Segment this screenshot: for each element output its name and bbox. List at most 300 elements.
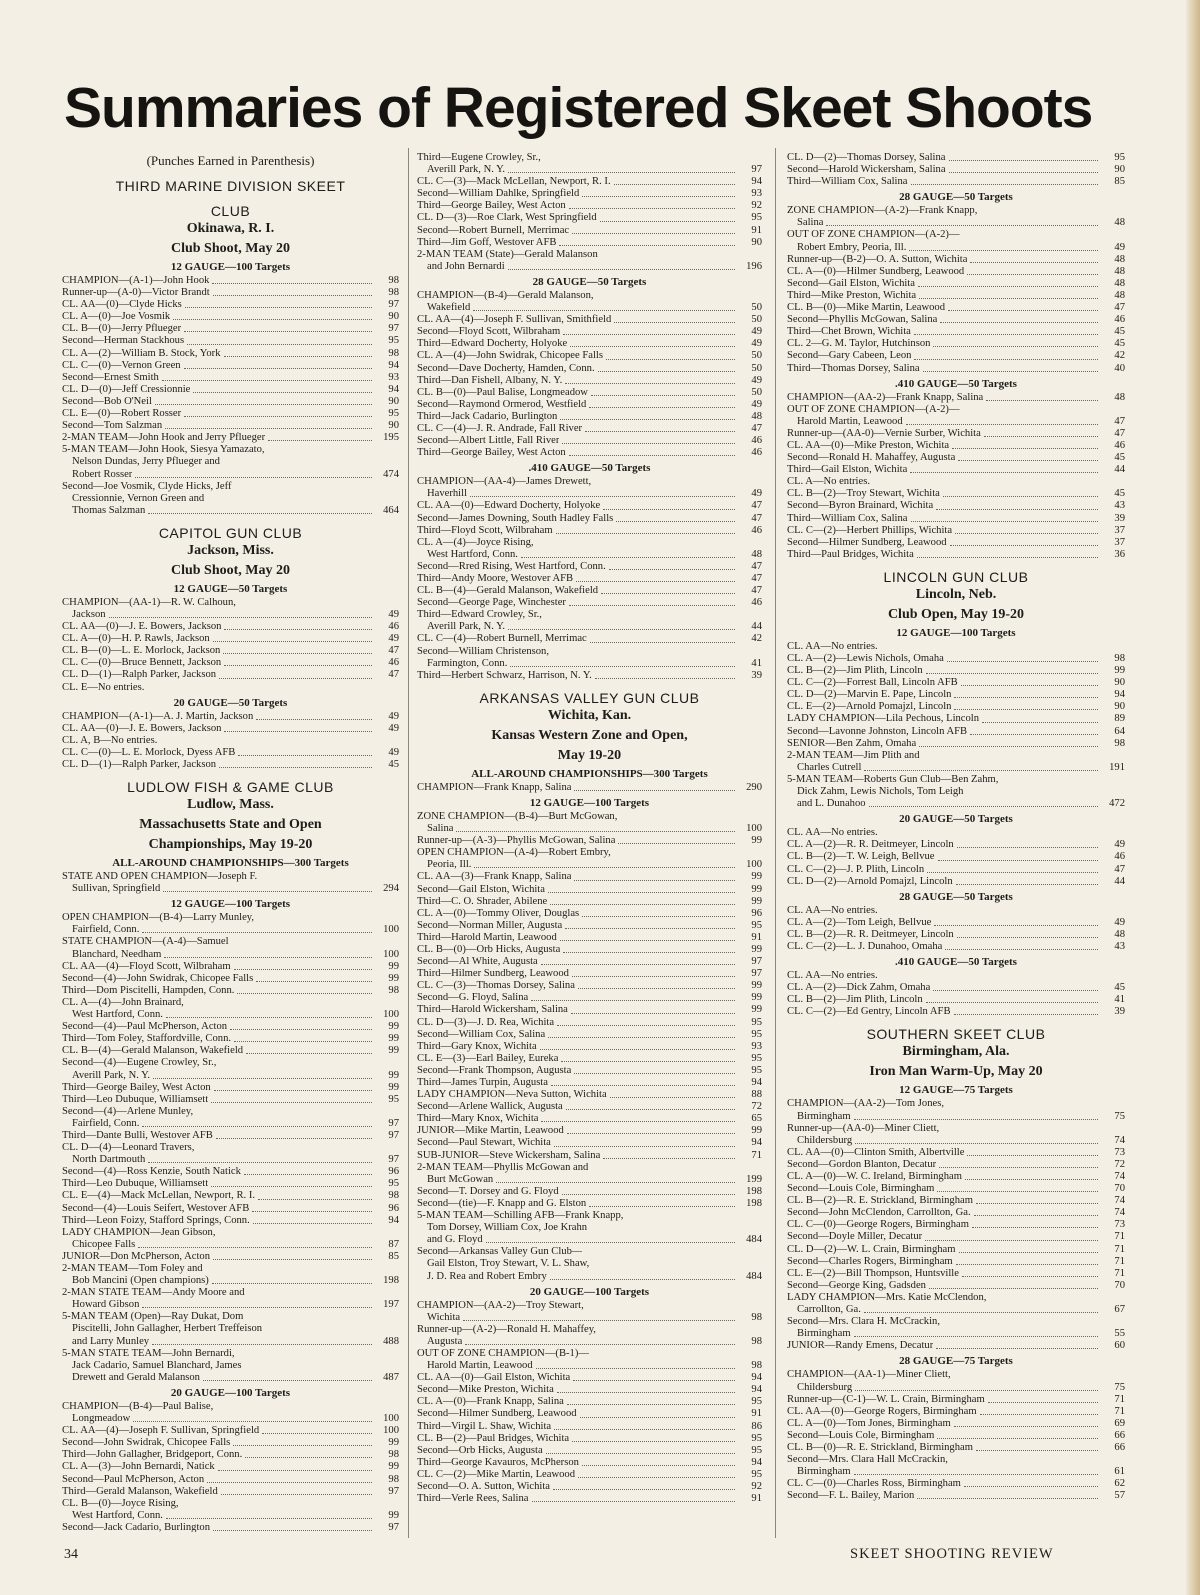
dot-leader bbox=[569, 208, 735, 209]
result-row bbox=[417, 302, 762, 314]
score: 97 bbox=[388, 1129, 399, 1141]
entry-text: CL. AA—(0)—Edward Docherty, Holyoke bbox=[417, 500, 601, 512]
dot-leader bbox=[567, 1133, 735, 1134]
dot-leader bbox=[148, 513, 372, 514]
result-row bbox=[62, 505, 399, 517]
dot-leader bbox=[473, 310, 735, 311]
entry-text: Second—Gail Elston, Wichita bbox=[787, 277, 915, 289]
result-row bbox=[417, 1469, 762, 1481]
result-row bbox=[417, 152, 762, 164]
entry-text: Third—Harold Wickersham, Salina bbox=[417, 1004, 568, 1016]
result-row bbox=[787, 1394, 1125, 1406]
result-row bbox=[417, 1360, 762, 1372]
dot-leader bbox=[213, 1259, 372, 1260]
dot-leader bbox=[153, 1078, 372, 1079]
result-row bbox=[787, 452, 1125, 464]
dot-leader bbox=[212, 283, 372, 284]
score: 91 bbox=[751, 931, 762, 943]
gauge-heading: 20 GAUGE—50 Targets bbox=[173, 696, 288, 709]
dot-leader bbox=[854, 1474, 1098, 1475]
result-row bbox=[417, 908, 762, 920]
score: 45 bbox=[1114, 326, 1125, 338]
entry-text: 5-MAN TEAM—Roberts Gun Club—Ben Zahm, bbox=[787, 773, 999, 785]
result-row bbox=[417, 513, 762, 525]
dot-leader bbox=[948, 310, 1098, 311]
result-row bbox=[417, 549, 762, 561]
entry-text: Second—G. Floyd, Salina bbox=[417, 992, 529, 1004]
entry-text: CL. C—(2)—L. J. Dunahoo, Omaha bbox=[787, 940, 943, 952]
result-row bbox=[787, 525, 1125, 537]
entry-text: CL. A—No entries. bbox=[787, 476, 870, 488]
entry-text: CL. AA—(0)—Clyde Hicks bbox=[62, 299, 182, 311]
score: 94 bbox=[751, 1137, 762, 1149]
dot-leader bbox=[551, 1085, 735, 1086]
result-row bbox=[787, 689, 1125, 701]
dot-leader bbox=[164, 957, 372, 958]
dot-leader bbox=[603, 509, 735, 510]
result-row bbox=[787, 476, 1125, 488]
dot-leader bbox=[574, 880, 735, 881]
entry-text: CL. E—(0)—Robert Rosser bbox=[62, 408, 182, 420]
score: 99 bbox=[388, 960, 399, 972]
entry-text: CL. C—(2)—Herbert Phillips, Wichita bbox=[787, 524, 953, 536]
result-row bbox=[417, 585, 762, 597]
entry-text: Third—Leo Dubuque, Williamsett bbox=[62, 1093, 209, 1105]
score: 97 bbox=[388, 299, 399, 311]
dot-leader bbox=[142, 1307, 372, 1308]
entry-text: CL. E—(3)—Earl Bailey, Eureka bbox=[417, 1052, 559, 1064]
entry-text: Fairfield, Conn. bbox=[72, 924, 140, 936]
score: 72 bbox=[751, 1101, 762, 1113]
gauge-heading: 20 GAUGE—50 Targets bbox=[899, 813, 1013, 826]
score: 49 bbox=[388, 608, 399, 620]
gauge-heading: 20 GAUGE—100 Targets bbox=[529, 1285, 650, 1298]
result-row bbox=[787, 774, 1125, 786]
entry-text: Howard Gibson bbox=[72, 1299, 140, 1311]
score: 94 bbox=[388, 1214, 399, 1226]
score: 98 bbox=[388, 287, 399, 299]
score: 71 bbox=[1114, 1255, 1125, 1267]
result-row bbox=[787, 440, 1125, 452]
result-row bbox=[62, 1510, 399, 1522]
dot-leader bbox=[606, 359, 735, 360]
score: 191 bbox=[1109, 761, 1125, 773]
score: 97 bbox=[388, 323, 399, 335]
dot-leader bbox=[193, 392, 372, 393]
result-row bbox=[417, 225, 762, 237]
result-row bbox=[417, 1493, 762, 1505]
dot-leader bbox=[965, 1179, 1098, 1180]
entry-text: Childersburg bbox=[797, 1381, 853, 1393]
entry-text: Second—Robert Burnell, Merrimac bbox=[417, 224, 570, 236]
result-row bbox=[787, 242, 1125, 254]
dot-leader bbox=[155, 404, 372, 405]
result-row bbox=[787, 905, 1125, 917]
result-row bbox=[62, 1413, 399, 1425]
result-row bbox=[417, 968, 762, 980]
entry-text: Second—Gordon Blanton, Decatur bbox=[787, 1158, 937, 1170]
result-row bbox=[62, 723, 399, 735]
score: 94 bbox=[751, 1384, 762, 1396]
entry-text: Second—(4)—John Swidrak, Chicopee Falls bbox=[62, 972, 254, 984]
entry-text: Second—(4)—Arlene Munley, bbox=[62, 1105, 194, 1117]
entry-text: CL. B—(0)—Joyce Rising, bbox=[62, 1497, 179, 1509]
dot-leader bbox=[919, 298, 1098, 299]
score: 46 bbox=[1114, 851, 1125, 863]
entry-text: Harold Martin, Leawood bbox=[797, 415, 903, 427]
entry-text: Charles Cutrell bbox=[797, 761, 862, 773]
result-row bbox=[417, 859, 762, 871]
entry-text: CL. B—(4)—Gerald Malanson, Wakefield bbox=[417, 585, 599, 597]
score: 100 bbox=[746, 859, 762, 871]
entry-text: Third—George Bailey, West Acton bbox=[62, 1081, 211, 1093]
score: 60 bbox=[1114, 1340, 1125, 1352]
entry-text: Second—Albert Little, Fall River bbox=[417, 435, 560, 447]
entry-text: Robert Rosser bbox=[72, 468, 133, 480]
dot-leader bbox=[933, 346, 1098, 347]
result-row bbox=[787, 982, 1125, 994]
score: 99 bbox=[388, 1069, 399, 1081]
score: 39 bbox=[1114, 1006, 1125, 1018]
gauge-heading: 28 GAUGE—75 Targets bbox=[899, 1355, 1013, 1368]
entry-text: Third—Gary Knox, Wichita bbox=[417, 1040, 537, 1052]
result-row bbox=[62, 1287, 399, 1299]
dot-leader bbox=[614, 184, 735, 185]
score: 73 bbox=[1114, 1146, 1125, 1158]
event-title: Iron Man Warm-Up, May 20 bbox=[869, 1064, 1043, 1080]
score: 57 bbox=[1114, 1490, 1125, 1502]
result-row bbox=[62, 1461, 399, 1473]
score: 44 bbox=[1114, 875, 1125, 887]
dot-leader bbox=[914, 359, 1098, 360]
score: 46 bbox=[751, 524, 762, 536]
entry-text: Second—Arkansas Valley Gun Club— bbox=[417, 1246, 583, 1258]
entry-text: Second—Hilmer Sundberg, Leawood bbox=[417, 1408, 577, 1420]
dot-leader bbox=[557, 1392, 735, 1393]
score: 100 bbox=[383, 1425, 399, 1437]
result-row bbox=[417, 1101, 762, 1113]
score: 100 bbox=[383, 1413, 399, 1425]
entry-text: Second—(4)—Louis Seifert, Westover AFB bbox=[62, 1202, 250, 1214]
score: 69 bbox=[1114, 1417, 1125, 1429]
score: 290 bbox=[746, 781, 762, 793]
score: 75 bbox=[1114, 1110, 1125, 1122]
score: 97 bbox=[388, 1117, 399, 1129]
score: 98 bbox=[388, 1190, 399, 1202]
score: 98 bbox=[388, 984, 399, 996]
club-location: Jackson, Miss. bbox=[187, 542, 274, 558]
entry-text: CL. AA—(0)—George Rogers, Birmingham bbox=[787, 1405, 977, 1417]
result-row bbox=[62, 633, 399, 645]
entry-text: CL. D—(1)—Ralph Parker, Jackson bbox=[62, 669, 217, 681]
score: 45 bbox=[1114, 982, 1125, 994]
dot-leader bbox=[574, 1073, 735, 1074]
score: 50 bbox=[751, 350, 762, 362]
gauge-heading: 12 GAUGE—75 Targets bbox=[899, 1084, 1013, 1097]
entry-text: LADY CHAMPION—Lila Pechous, Lincoln bbox=[787, 713, 980, 725]
dot-leader bbox=[974, 1215, 1098, 1216]
dot-leader bbox=[207, 1482, 372, 1483]
entry-text: Third—Eugene Crowley, Sr., bbox=[417, 152, 541, 163]
result-row bbox=[62, 287, 399, 299]
result-row bbox=[787, 665, 1125, 677]
score: 66 bbox=[1114, 1441, 1125, 1453]
entry-text: CL. A, B—No entries. bbox=[62, 734, 158, 746]
result-row bbox=[62, 1094, 399, 1106]
score: 71 bbox=[1114, 1393, 1125, 1405]
entry-text: Second—Phyllis McGowan, Salina bbox=[787, 314, 938, 326]
score: 198 bbox=[746, 1185, 762, 1197]
result-row bbox=[62, 924, 399, 936]
entry-text: CL. B—(0)—L. E. Morlock, Jackson bbox=[62, 645, 221, 657]
result-row bbox=[62, 1474, 399, 1486]
score: 196 bbox=[746, 260, 762, 272]
score: 95 bbox=[751, 1432, 762, 1444]
entry-text: CL. A—(4)—John Brainard, bbox=[62, 996, 184, 1008]
dot-leader bbox=[268, 440, 372, 441]
result-row bbox=[417, 932, 762, 944]
score: 99 bbox=[751, 1004, 762, 1016]
dot-leader bbox=[618, 843, 735, 844]
score: 86 bbox=[751, 1420, 762, 1432]
score: 100 bbox=[383, 924, 399, 936]
dot-leader bbox=[967, 274, 1098, 275]
result-row bbox=[62, 609, 399, 621]
entry-text: Third—James Turpin, Augusta bbox=[417, 1077, 548, 1088]
dot-leader bbox=[138, 1247, 372, 1248]
result-row bbox=[417, 1336, 762, 1348]
result-row bbox=[787, 549, 1125, 561]
result-row bbox=[62, 759, 399, 771]
dot-leader bbox=[562, 443, 735, 444]
entry-text: Third—Gail Elston, Wichita bbox=[787, 464, 908, 476]
entry-text: Burt McGowan bbox=[427, 1173, 494, 1185]
dot-leader bbox=[557, 1025, 735, 1026]
dot-leader bbox=[166, 1017, 372, 1018]
score: 48 bbox=[1114, 289, 1125, 301]
dot-leader bbox=[854, 1336, 1098, 1337]
result-row bbox=[62, 1227, 399, 1239]
dot-leader bbox=[541, 964, 735, 965]
entry-text: CHAMPION—Frank Knapp, Salina bbox=[417, 781, 572, 793]
score: 90 bbox=[1114, 677, 1125, 689]
entry-continuation: Jack Cadario, Samuel Blanchard, James bbox=[72, 1359, 242, 1371]
result-row bbox=[62, 936, 399, 948]
page-title: Summaries of Registered Skeet Shoots bbox=[64, 76, 1093, 140]
page-number: 34 bbox=[64, 1547, 78, 1562]
entry-text: Second—Frank Thompson, Augusta bbox=[417, 1064, 572, 1076]
score: 99 bbox=[388, 1081, 399, 1093]
score: 96 bbox=[751, 907, 762, 919]
entry-text: Third—Edward Crowley, Sr., bbox=[417, 609, 542, 621]
score: 48 bbox=[751, 410, 762, 422]
result-row bbox=[62, 985, 399, 997]
club-location: Wichita, Kan. bbox=[547, 707, 632, 723]
score: 64 bbox=[1114, 725, 1125, 737]
result-row bbox=[787, 1231, 1125, 1243]
entry-text: Second—Rred Rising, West Hartford, Conn. bbox=[417, 560, 606, 572]
dot-leader bbox=[603, 1158, 735, 1159]
score: 93 bbox=[751, 188, 762, 200]
entry-text: Third—George Bailey, West Acton bbox=[417, 200, 566, 212]
dot-leader bbox=[213, 641, 372, 642]
entry-text: CHAMPION—(B-4)—Paul Balise, bbox=[62, 1400, 214, 1412]
result-row bbox=[417, 411, 762, 423]
dot-leader bbox=[937, 1438, 1098, 1439]
entry-text: Third—Tom Foley, Staffordville, Conn. bbox=[62, 1033, 232, 1045]
result-row bbox=[417, 609, 762, 621]
dot-leader bbox=[911, 521, 1098, 522]
result-row bbox=[417, 261, 762, 273]
result-row bbox=[787, 392, 1125, 404]
dot-leader bbox=[252, 1211, 372, 1212]
score: 98 bbox=[388, 347, 399, 359]
dot-leader bbox=[238, 755, 372, 756]
result-row bbox=[417, 920, 762, 932]
score: 47 bbox=[388, 645, 399, 657]
entry-text: West Hartford, Conn. bbox=[72, 1509, 163, 1521]
score: 49 bbox=[751, 326, 762, 338]
dot-leader bbox=[133, 1421, 372, 1422]
score: 61 bbox=[1114, 1466, 1125, 1478]
score: 50 bbox=[751, 314, 762, 326]
entry-text: CL. A—(4)—Joyce Rising, bbox=[417, 536, 534, 548]
dot-leader bbox=[925, 1240, 1098, 1241]
entry-text: 5-MAN TEAM (Open)—Ray Dukat, Dom bbox=[62, 1311, 244, 1323]
score: 45 bbox=[1114, 452, 1125, 464]
entry-continuation: Gail Elston, Troy Stewart, V. L. Shaw, bbox=[427, 1258, 590, 1270]
entry-text: CL. A—(2)—Lewis Nichols, Omaha bbox=[787, 653, 944, 664]
entry-text: JUNIOR—Randy Emens, Decatur bbox=[787, 1340, 934, 1352]
score: 99 bbox=[751, 883, 762, 895]
score: 74 bbox=[1114, 1207, 1125, 1219]
dot-leader bbox=[224, 629, 372, 630]
result-row bbox=[62, 1142, 399, 1154]
entry-text: CHAMPION—(AA-2)—Troy Stewart, bbox=[417, 1299, 584, 1311]
score: 93 bbox=[388, 371, 399, 383]
entry-text: CL. D—(1)—Ralph Parker, Jackson bbox=[62, 759, 217, 770]
entry-text: Third—Virgil L. Shaw, Wichita bbox=[417, 1420, 552, 1432]
result-row bbox=[787, 839, 1125, 851]
entry-text: Second—William Cox, Salina bbox=[417, 1028, 546, 1040]
result-row bbox=[62, 432, 399, 444]
dot-leader bbox=[211, 1186, 372, 1187]
column-3 bbox=[787, 152, 1125, 1532]
result-row bbox=[787, 1418, 1125, 1430]
score: 472 bbox=[1109, 798, 1125, 810]
entry-text: Runner-up—(C-1)—W. L. Crain, Birmingham bbox=[787, 1393, 985, 1405]
entry-text: CHAMPION—(AA-1)—Miner Cliett, bbox=[787, 1369, 951, 1381]
entry-text: CHAMPION—(AA-2)—Tom Jones, bbox=[787, 1098, 944, 1110]
entry-continuation: Cressionnie, Vernon Green and bbox=[72, 492, 205, 504]
result-row bbox=[62, 1070, 399, 1082]
dot-leader bbox=[956, 884, 1098, 885]
dot-leader bbox=[595, 678, 735, 679]
score: 197 bbox=[383, 1299, 399, 1311]
result-row bbox=[787, 798, 1125, 810]
score: 90 bbox=[388, 311, 399, 323]
entry-text: and John Bernardi bbox=[427, 260, 505, 272]
result-row bbox=[62, 1178, 399, 1190]
result-row bbox=[787, 278, 1125, 290]
entry-text: CL. C—(2)—J. P. Plith, Lincoln bbox=[787, 863, 925, 875]
dot-leader bbox=[550, 904, 735, 905]
result-row bbox=[62, 1498, 399, 1510]
dot-leader bbox=[569, 455, 735, 456]
dot-leader bbox=[936, 1348, 1098, 1349]
gauge-heading: 12 GAUGE—100 Targets bbox=[170, 898, 291, 911]
entry-text: CL. C—(0)—Vernon Green bbox=[62, 359, 181, 371]
entry-text: CL. D—(4)—Leonard Travers, bbox=[62, 1142, 195, 1154]
entry-text: Second—John Swidrak, Chicopee Falls bbox=[62, 1437, 231, 1449]
score: 96 bbox=[388, 1166, 399, 1178]
dot-leader bbox=[474, 867, 735, 868]
entry-text: Second—Byron Brainard, Wichita bbox=[787, 500, 934, 512]
score: 464 bbox=[383, 504, 399, 516]
score: 100 bbox=[383, 1009, 399, 1021]
score: 46 bbox=[1114, 439, 1125, 451]
result-row bbox=[787, 827, 1125, 839]
entry-text: Runner-up—(A-2)—Ronald H. Mahaffey, bbox=[417, 1323, 596, 1335]
entry-text: Third—C. O. Shrader, Abilene bbox=[417, 895, 548, 907]
entry-text: Second—Louis Cole, Birmingham bbox=[787, 1429, 935, 1441]
entry-text: CL. C—(4)—Robert Burnell, Merrimac bbox=[417, 633, 587, 645]
dot-leader bbox=[573, 1380, 735, 1381]
entry-text: Birmingham bbox=[797, 1110, 851, 1122]
entry-text: Second—Tom Salzman bbox=[62, 420, 163, 432]
score: 46 bbox=[751, 435, 762, 447]
dot-leader bbox=[142, 1126, 372, 1127]
result-row bbox=[787, 338, 1125, 350]
result-row bbox=[62, 912, 399, 924]
result-row bbox=[62, 1009, 399, 1021]
result-row bbox=[417, 314, 762, 326]
dot-leader bbox=[945, 949, 1098, 950]
result-row bbox=[417, 435, 762, 447]
score: 294 bbox=[383, 883, 399, 895]
score: 98 bbox=[388, 1473, 399, 1485]
dot-leader bbox=[933, 990, 1098, 991]
entry-text: CHAMPION—(A-1)—A. J. Martin, Jackson bbox=[62, 710, 254, 722]
result-row bbox=[787, 537, 1125, 549]
result-row bbox=[417, 290, 762, 302]
score: 99 bbox=[751, 835, 762, 847]
entry-text: CL. A—(3)—John Bernardi, Natick bbox=[62, 1461, 215, 1473]
publication-footer: SKEET SHOOTING REVIEW bbox=[850, 1546, 1054, 1562]
result-row bbox=[417, 525, 762, 537]
result-row bbox=[417, 1077, 762, 1089]
entry-text: Second—Louis Cole, Birmingham bbox=[787, 1183, 935, 1195]
entry-text: Second—Mike Preston, Wichita bbox=[417, 1384, 554, 1396]
entry-text: CL. AA—(3)—Frank Knapp, Salina bbox=[417, 871, 572, 883]
result-row bbox=[417, 387, 762, 399]
result-row bbox=[417, 1348, 762, 1360]
score: 47 bbox=[1114, 415, 1125, 427]
score: 44 bbox=[751, 621, 762, 633]
event-title: Club Shoot, May 20 bbox=[170, 241, 291, 256]
entry-text: CL. AA—(0)—Mike Preston, Wichita bbox=[787, 439, 950, 451]
dot-leader bbox=[550, 1279, 735, 1280]
dot-leader bbox=[957, 937, 1098, 938]
score: 46 bbox=[388, 657, 399, 669]
score: 85 bbox=[1114, 176, 1125, 188]
score: 97 bbox=[751, 968, 762, 980]
entry-text: Peoria, Ill. bbox=[427, 859, 472, 871]
entry-text: CL. B—(0)—R. E. Strickland, Birmingham bbox=[787, 1441, 973, 1453]
result-row bbox=[62, 657, 399, 669]
dot-leader bbox=[964, 1486, 1098, 1487]
entry-text: Second—Orb Hicks, Augusta bbox=[417, 1444, 543, 1456]
